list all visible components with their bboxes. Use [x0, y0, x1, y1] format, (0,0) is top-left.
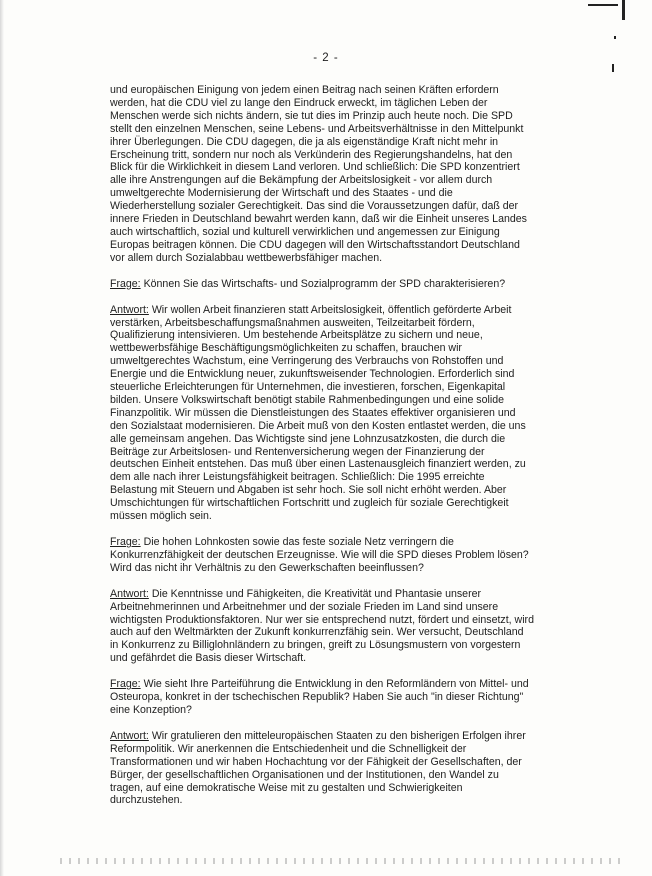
paragraph-text: Wir wollen Arbeit finanzieren statt Arbeitslosigkeit, öffentlich geförderte Arbeit verstärken, Arbeitsbeschaffungsmaßnahmen ausweiten, Teilzeitarbeit fördern, Qualifizierung intensivieren. Um bestehende Arbeitsplätze zu sichern und neue, wettbewerbsfähige Beschäftigungsmöglichkeiten zu schaffen, brauchen wir umweltgerechtes Wachstum, eine Verringerung des Verbrauchs von Rohstoffen und Energie und die Entwicklung neuer, zukunftsweisender Technologien. Erforderlich sind steuerliche Erleichterungen für Unternehmen, die investieren, forschen, Eigenkapital bilden. Unsere Volkswirtschaft benötigt stabile Rahmenbedingungen und eine solide Finanzpolitik. Wir müssen die Dienstleistungen des Staates effektiver organisieren und den Sozialstaat modernisieren. Die Arbeit muß von den Kosten entlastet werden, die uns alle gemeinsam angehen. Das Wichtigste sind jene Lohnzusatzkosten, die durch die Beiträge zur Arbeitslosen- und Rentenversicherung wegen der Finanzierung der deutschen Einheit entstehen. Das muß über einen Lastenausgleich finanziert werden, zu dem alle nach ihrer Leistungsfähigkeit beitragen. Schließlich: Die 1995 erreichte Belastung mit Steuern und Abgaben ist sehr hoch. Sie soll nicht erhöht werden. Aber Umschichtungen für wirtschaftlichen Fortschritt und zugleich für soziale Gerechtigkeit müssen möglich sein.: [110, 303, 526, 523]
question-paragraph: [110, 678, 534, 717]
answer-paragraph: [110, 588, 534, 665]
paragraph-text: und europäischen Einigung von jedem einen Beitrag nach seinen Kräften erfordern werden, hat die CDU viel zu lange den Eindruck erweckt, im täglichen Leben der Menschen werde sich nichts ändern, sie tut dies im Prinzip auch heute noch. Die SPD stellt den einzelnen Menschen, seine Lebens- und Arbeitsverhältnisse in den Mittelpunkt ihrer Überlegungen. Die CDU dagegen, die ja als eigenständige Kraft nicht mehr in Erscheinung tritt, sondern nur noch als Verkünderin des Regierungshandelns, hat den Blick für die Wirklichkeit in diesem Land verloren. Und schließlich: Die SPD konzentriert alle ihre Anstrengungen auf die Bekämpfung der Arbeitslosigkeit - vor allem durch umweltgerechte Modernisierung der Wirtschaft und des Staates - und die Wiederherstellung sozialer Gerechtigkeit. Das sind die Voraussetzungen dafür, daß der innere Frieden in Deutschland bewahrt werden kann, daß wir die Einheit unseres Landes auch wirtschaftlich, sozial und kulturell verwirklichen und angemessen zur Einigung Europas beitragen können. Die CDU dagegen will den Wirtschaftsstandort Deutschland vor allem durch Sozialabbau wettbewerbsfähiger machen.: [110, 84, 527, 264]
document-body: [110, 84, 534, 820]
scan-mark: [622, 0, 625, 20]
question-label: Frage:: [110, 536, 141, 548]
paragraph-text: Die Kenntnisse und Fähigkeiten, die Kreativität und Phantasie unserer Arbeitnehmerinnen und Arbeitnehmer und der soziale Frieden im Land sind unsere wichtigsten Produktionsfaktoren. Nur wer sie entsprechend nutzt, fördert und einsetzt, wird auch auf den Weltmärkten der Zukunft konkurrenzfähig sein. Wer versucht, Deutschland in Konkurrenz zu Billiglohnländern zu bringen, greift zu Lösungsmustern von vorgestern und gefährdet die Basis dieser Wirtschaft.: [110, 587, 534, 665]
answer-paragraph: [110, 304, 534, 523]
answer-label: Antwort:: [110, 303, 149, 316]
paragraph-text: Die hohen Lohnkosten sowie das feste soziale Netz verringern die Konkurrenzfähigkeit der deutschen Erzeugnisse. Wie will die SPD dieses Problem lösen? Wird das nicht ihr Verhältnis zu den Gewerkschaften beeinflussen?: [110, 536, 529, 574]
question-paragraph: [110, 536, 534, 575]
question-label: Frage:: [110, 277, 141, 290]
scan-edge: [60, 858, 620, 864]
page-number: - 2 -: [313, 52, 339, 64]
scan-mark: [588, 4, 618, 6]
paragraph-text: Können Sie das Wirtschafts- und Sozialprogramm der SPD charakterisieren?: [143, 277, 506, 290]
paragraph-text: Wir gratulieren den mitteleuropäischen Staaten zu den bisherigen Erfolgen ihrer Reformpolitik. Wir anerkennen die Entschiedenheit und die Schnelligkeit der Transformationen und wir haben Hochachtung vor der Fähigkeit der Gesellschaften, der Bürger, der gesellschaftlichen Organisationen und der Institutionen, den Wandel zu tragen, auf eine demokratische Weise mit zu gestalten und Schwierigkeiten durchzustehen.: [110, 729, 526, 807]
scan-mark: [614, 36, 616, 39]
answer-label: Antwort:: [110, 587, 149, 600]
answer-paragraph: [110, 730, 534, 807]
answer-label: Antwort:: [110, 729, 149, 742]
intro-paragraph: [110, 84, 534, 265]
question-label: Frage:: [110, 678, 141, 691]
paragraph-text: Wie sieht Ihre Parteiführung die Entwicklung in den Reformländern von Mittel- und Osteuropa, konkret in der tschechischen Republik? Haben Sie auch "in dieser Richtung" eine Konzeption?: [110, 678, 529, 716]
question-paragraph: [110, 278, 534, 291]
scan-edge: [0, 0, 4, 876]
scan-mark: [612, 64, 614, 72]
